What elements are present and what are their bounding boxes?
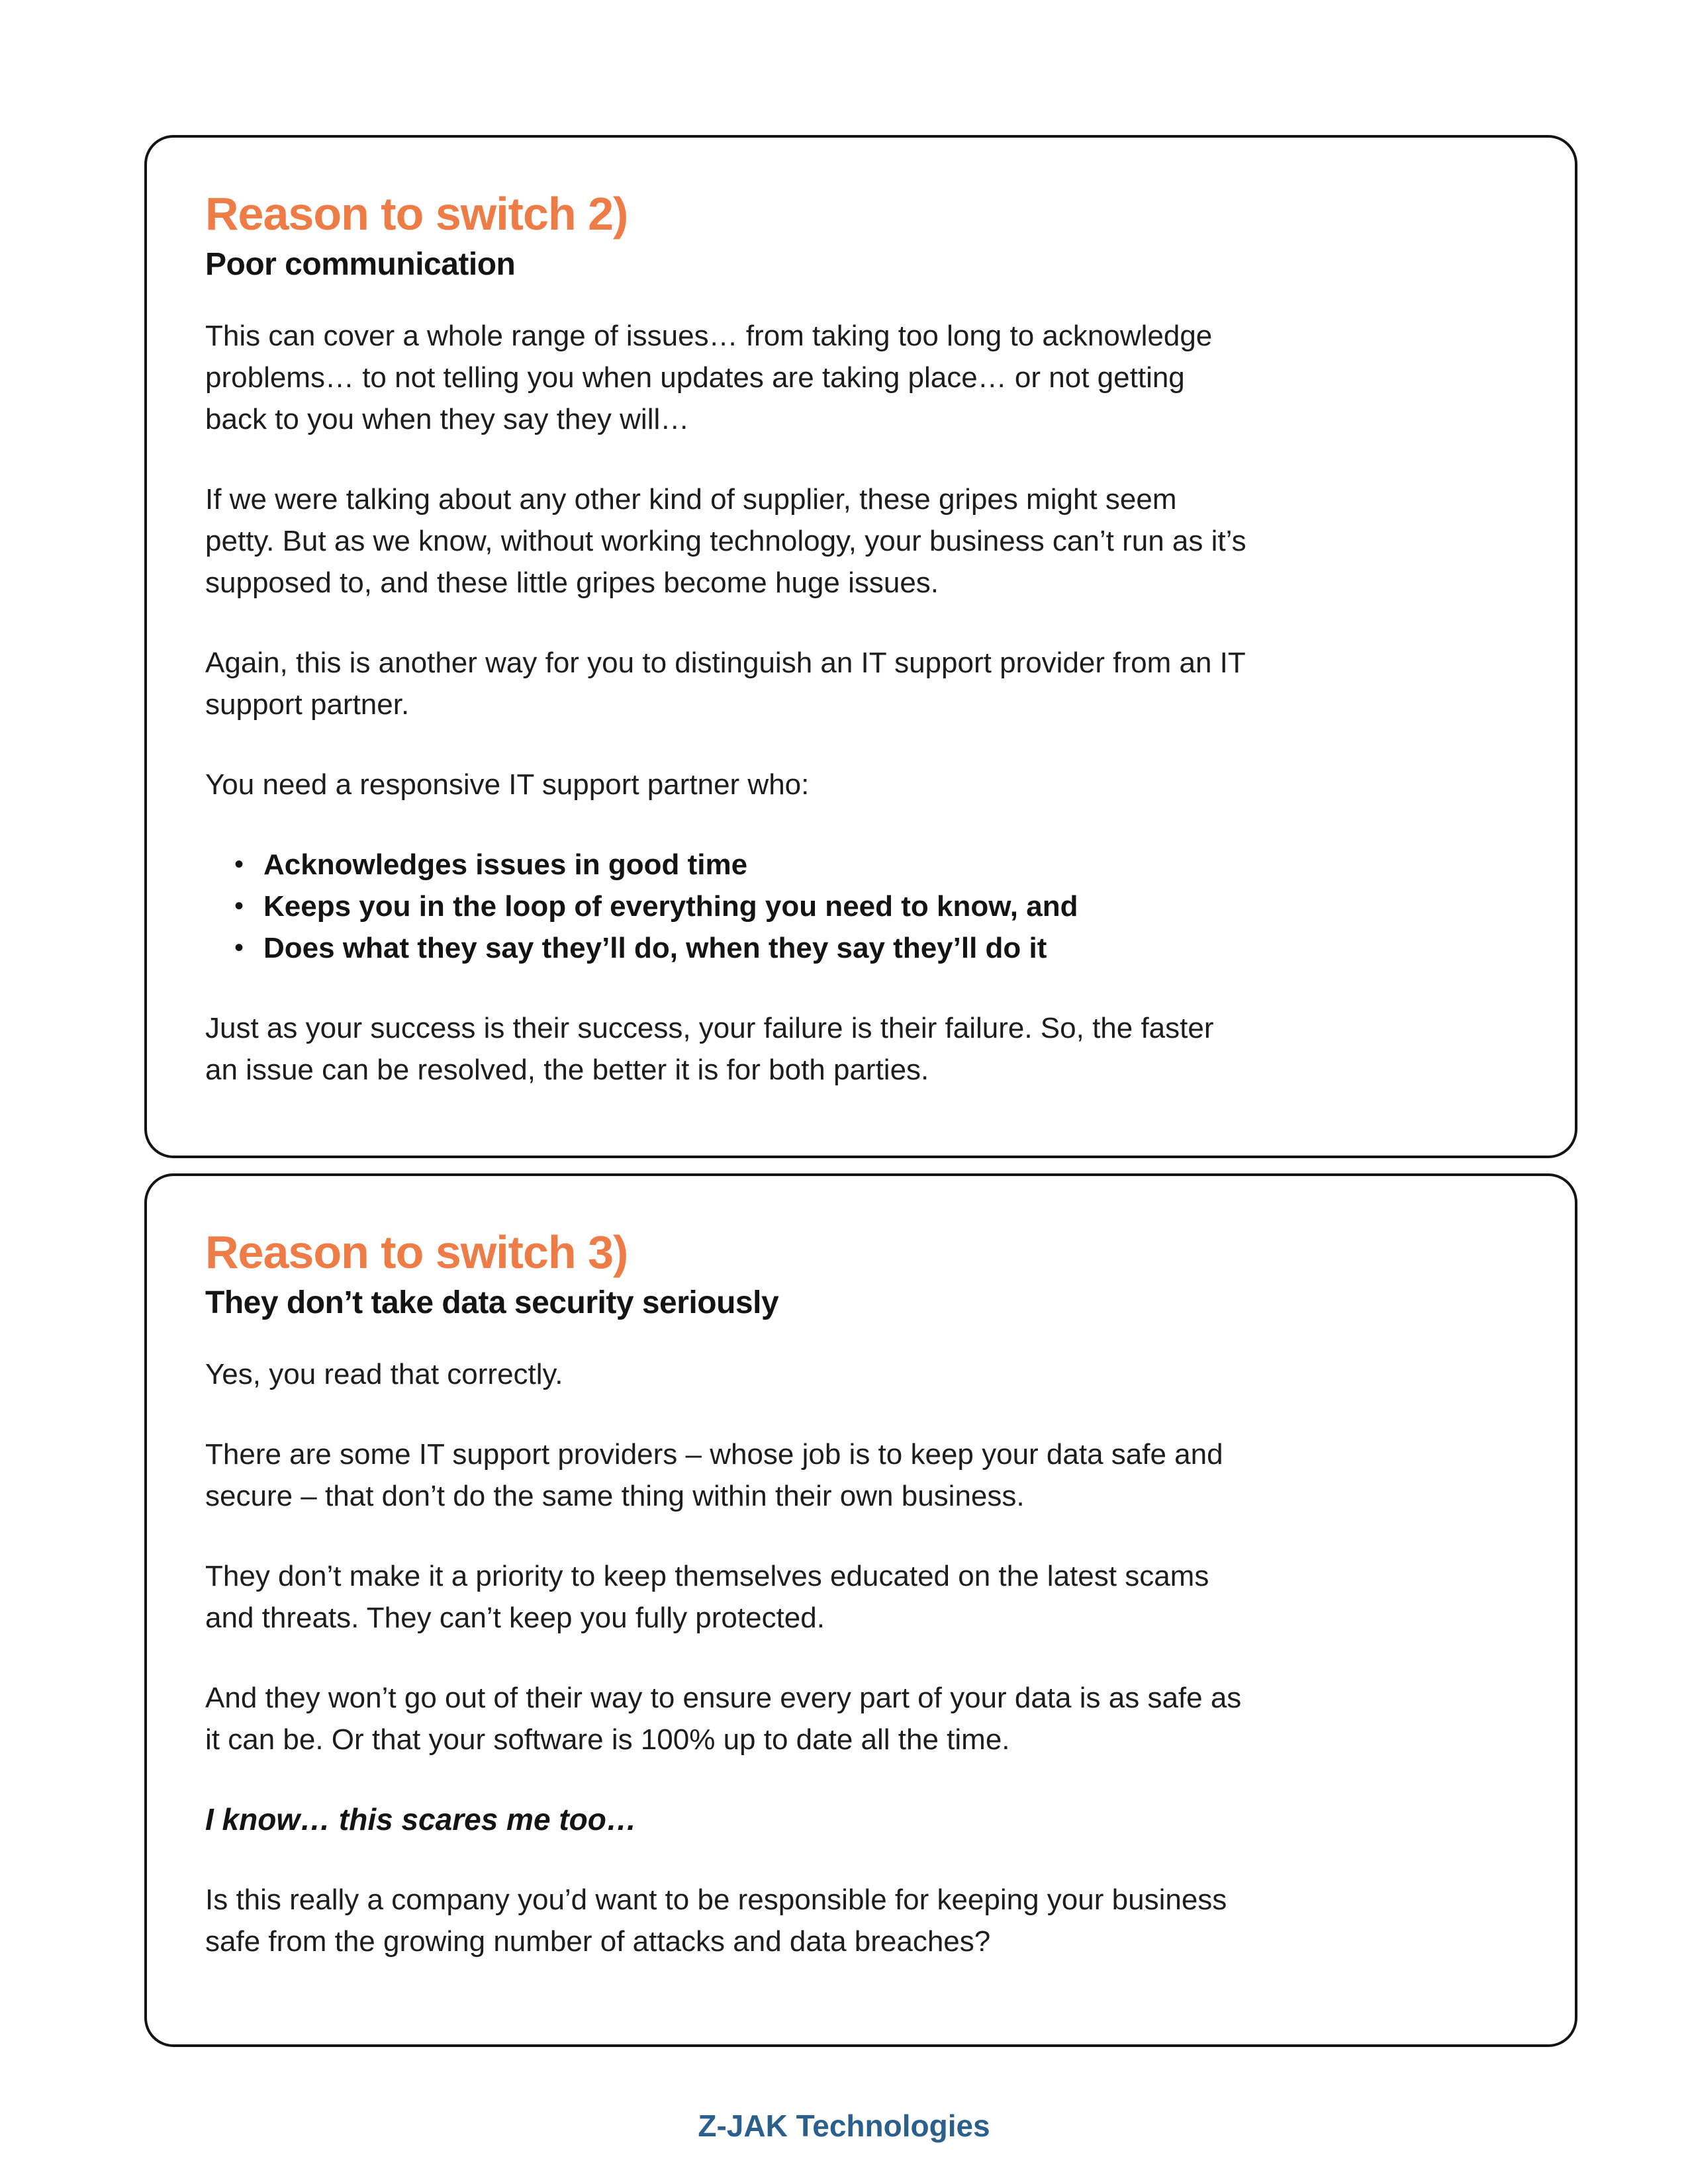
list-item-text: Does what they say they’ll do, when they say they’ll do it	[263, 932, 1047, 964]
list-item	[205, 886, 1251, 927]
card-subheading: Poor communication	[205, 247, 516, 282]
bullet-marker: •	[234, 891, 244, 921]
paragraph: They don’t make it a priority to keep themselves educated on the latest scams and threats. They can’t keep you fully protected.	[205, 1560, 1209, 1634]
list-item-text: Keeps you in the loop of everything you need to know, and	[263, 890, 1078, 923]
paragraph: There are some IT support providers – whose job is to keep your data safe and secure – that don’t do the same thing within their own business.	[205, 1438, 1223, 1512]
bullet-list	[205, 844, 1251, 969]
paragraph: Yes, you read that correctly.	[205, 1358, 563, 1390]
paragraph: This can cover a whole range of issues… from taking too long to acknowledge problems… to not telling you when updates are taking place… or not getting back to you when they say they will…	[205, 320, 1213, 435]
paragraph: You need a responsive IT support partner who:	[205, 768, 810, 801]
list-item	[205, 844, 1251, 886]
list-item	[205, 927, 1251, 969]
bullet-marker: •	[234, 850, 244, 879]
emphasis-paragraph: I know… this scares me too…	[205, 1802, 637, 1837]
page-footer	[0, 2106, 1688, 2146]
reason-3-card	[144, 1173, 1577, 2047]
reason-2-card	[144, 135, 1577, 1158]
list-item-text: Acknowledges issues in good time	[263, 848, 748, 881]
paragraph: Again, this is another way for you to distinguish an IT support provider from an IT support partner.	[205, 647, 1245, 721]
bullet-marker: •	[234, 933, 244, 962]
closing-paragraph: Just as your success is their success, your failure is their failure. So, the faster an issue can be resolved, the better it is for both parties.	[205, 1012, 1214, 1086]
paragraph: If we were talking about any other kind of supplier, these gripes might seem petty. But as we know, without working technology, your business can’t run as it’s supposed to, and these little gripes become huge issues.	[205, 483, 1246, 599]
closing-paragraph: Is this really a company you’d want to be responsible for keeping your business safe from the growing number of attacks and data breaches?	[205, 1884, 1227, 1958]
paragraph: And they won’t go out of their way to ensure every part of your data is as safe as it can be. Or that your software is 100% up to date all the time.	[205, 1682, 1242, 1756]
card-heading: Reason to switch 2)	[205, 188, 628, 240]
card-subheading: They don’t take data security seriously	[205, 1285, 779, 1320]
card-heading: Reason to switch 3)	[205, 1226, 628, 1278]
brand-name: Z-JAK Technologies	[698, 2109, 990, 2143]
